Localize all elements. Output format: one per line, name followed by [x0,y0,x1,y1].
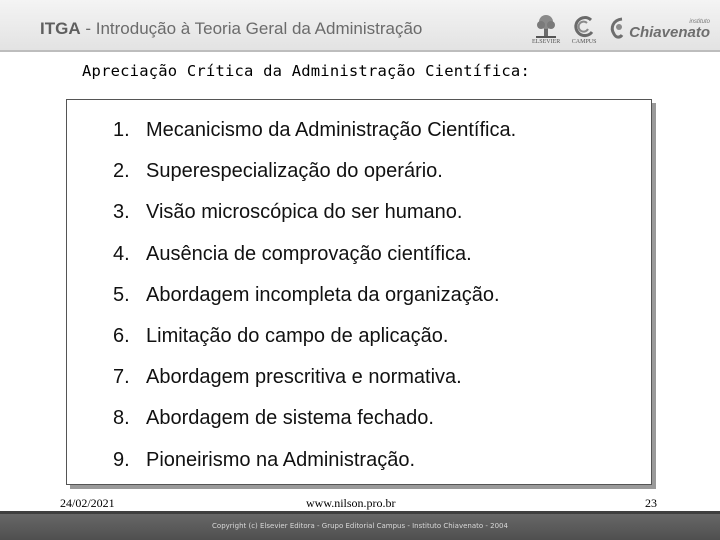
header-band [0,0,720,52]
item-number: 5. [113,283,130,306]
item-text: Superespecialização do operário. [146,160,443,183]
item-text: Abordagem incompleta da organização. [146,283,500,306]
item-number: 7. [113,366,130,389]
chiavenato-label: Chiavenato [629,23,710,41]
list-item [113,160,516,201]
campus-swirl-icon [571,14,597,38]
bottom-divider [0,511,720,514]
chiavenato-logo [607,16,710,42]
item-number: 1. [113,119,130,141]
item-text: Visão microscópica do ser humano. [146,201,463,224]
elsevier-tree-icon [535,14,557,38]
page-number: 23 [645,496,657,510]
item-text: Mecanicismo da Administração Científica. [146,119,517,141]
list-item [113,325,516,366]
header-title [40,19,422,39]
elsevier-logo [531,14,561,45]
item-number: 2. [113,160,130,183]
list-item [113,119,516,160]
item-number: 4. [113,242,130,265]
list-item [113,449,516,490]
item-text: Ausência de comprovação científica. [146,242,472,265]
item-number: 6. [113,324,130,347]
slide-title: Apreciação Crítica da Administração Científica: [82,62,530,80]
list-item [113,243,516,284]
brand-label: ITGA [40,19,81,38]
content-box [66,99,652,485]
item-text: Abordagem prescritiva e normativa. [146,366,462,389]
list-item [113,201,516,242]
footer-url: www.nilson.pro.br [306,496,396,510]
critique-list [113,119,516,490]
chiavenato-swirl-icon [607,16,627,42]
chiavenato-small-label: instituto [689,18,710,25]
item-number: 8. [113,407,130,430]
copyright-notice: Copyright (c) Elsevier Editora - Grupo Editorial Campus - Instituto Chiavenato - 2004 [212,522,508,530]
list-item [113,284,516,325]
campus-logo [569,14,599,45]
item-number: 3. [113,201,130,224]
footer-date: 24/02/2021 [60,496,115,510]
header-divider [0,50,720,52]
item-number: 9. [113,448,130,471]
header-subtitle: - Introdução à Teoria Geral da Administração [80,19,423,38]
item-text: Pioneirismo na Administração. [146,448,416,471]
list-item [113,407,516,448]
bottom-band [0,511,720,540]
list-item [113,366,516,407]
item-text: Abordagem de sistema fechado. [146,407,434,430]
elsevier-label: ELSEVIER [531,38,561,45]
campus-label: CAMPUS [571,38,597,45]
publisher-logos [531,12,710,46]
item-text: Limitação do campo de aplicação. [146,324,449,347]
